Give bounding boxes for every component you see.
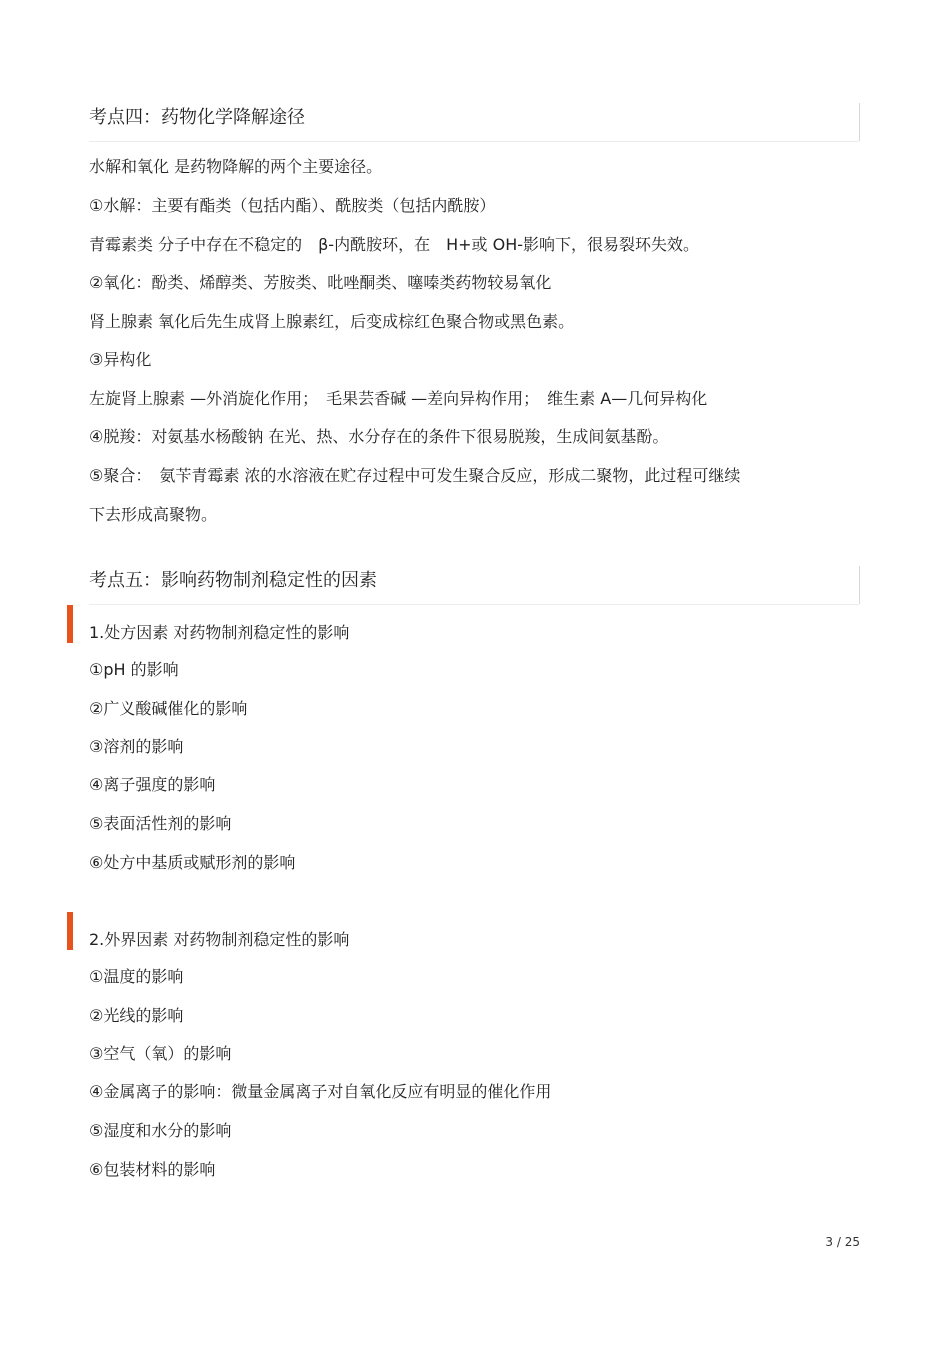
section-4-line: ③异构化 bbox=[89, 350, 152, 369]
section-4-title: 考点四：药物化学降解途径 bbox=[89, 107, 305, 128]
section-4-line: ④脱羧：对氨基水杨酸钠 在光、热、水分存在的条件下很易脱羧，生成间氨基酚。 bbox=[89, 427, 669, 446]
section-5-title: 考点五：影响药物制剂稳定性的因素 bbox=[89, 570, 377, 591]
section-4-line: ⑤聚合： 氨苄青霉素 浓的水溶液在贮存过程中可发生聚合反应，形成二聚物，此过程可继续 bbox=[89, 466, 741, 485]
section-4-line: 肾上腺素 氧化后先生成肾上腺素红，后变成棕红色聚合物或黑色素。 bbox=[89, 312, 575, 331]
section-4-line: ①水解：主要有酯类（包括内酯）、酰胺类（包括内酰胺） bbox=[89, 196, 496, 215]
group-2-item: ①温度的影响 bbox=[89, 967, 184, 986]
group-1-item: ②广义酸碱催化的影响 bbox=[89, 699, 248, 718]
group-2-item: ⑥包装材料的影响 bbox=[89, 1160, 216, 1179]
group-1-accent-bar bbox=[67, 605, 73, 643]
section-4-line: 水解和氧化 是药物降解的两个主要途径。 bbox=[89, 157, 383, 176]
section-5-heading bbox=[89, 566, 860, 604]
section-4-heading bbox=[89, 103, 860, 141]
section-4-line: 青霉素类 分子中存在不稳定的 β-内酰胺环，在 H+或 OH-影响下，很易裂环失效。 bbox=[89, 235, 699, 254]
group-1-item: ⑥处方中基质或赋形剂的影响 bbox=[89, 853, 296, 872]
group-2-item: ②光线的影响 bbox=[89, 1006, 184, 1025]
group-2-item: ⑤湿度和水分的影响 bbox=[89, 1121, 232, 1140]
group-1-item: ③溶剂的影响 bbox=[89, 737, 184, 756]
section-4-line: 下去形成高聚物。 bbox=[89, 505, 218, 524]
group-1-item: ④离子强度的影响 bbox=[89, 775, 216, 794]
group-2-accent-bar bbox=[67, 912, 73, 950]
section-4-line: ②氧化：酚类、烯醇类、芳胺类、吡唑酮类、噻嗪类药物较易氧化 bbox=[89, 273, 552, 292]
group-2-item: ③空气（氧）的影响 bbox=[89, 1044, 232, 1063]
page-number: 3 / 25 bbox=[825, 1235, 860, 1249]
section-4-line: 左旋肾上腺素 —外消旋化作用； 毛果芸香碱 —差向异构作用； 维生素 A—几何异构化 bbox=[89, 389, 708, 408]
group-2-heading: 2.外界因素 对药物制剂稳定性的影响 bbox=[89, 930, 350, 949]
group-1-heading: 1.处方因素 对药物制剂稳定性的影响 bbox=[89, 623, 350, 642]
group-2-item: ④金属离子的影响：微量金属离子对自氧化反应有明显的催化作用 bbox=[89, 1082, 552, 1101]
group-1-item: ⑤表面活性剂的影响 bbox=[89, 814, 232, 833]
group-1-item: ①pH 的影响 bbox=[89, 660, 179, 679]
